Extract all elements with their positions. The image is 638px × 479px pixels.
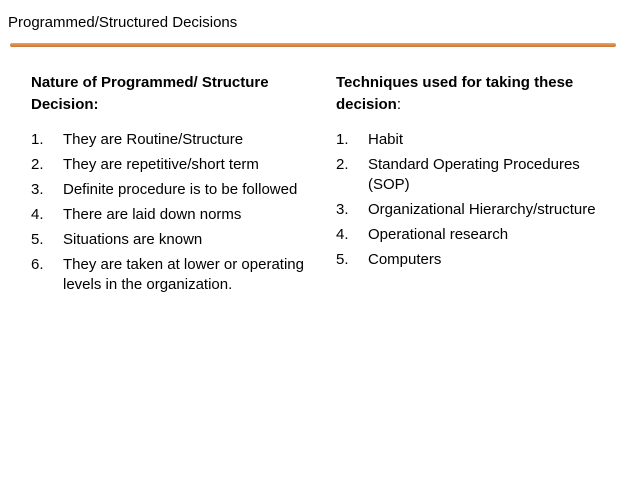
list-item-number: 3. [31,181,44,198]
list-item-text: They are Routine/Structure [63,131,244,148]
list-item-number: 1. [336,131,349,148]
list-item [31,205,311,225]
list-item [336,200,622,220]
list-item-text: Computers [368,251,442,268]
list-item [31,155,311,175]
list-item-number: 5. [31,231,44,248]
list-item-number: 3. [336,201,349,218]
list-item-text: There are laid down norms [63,206,242,223]
list-item [336,155,622,195]
right-column-heading-text: Techniques used for taking these decision [336,74,574,113]
list-item-text: Standard Operating Procedures (SOP) [368,156,580,193]
right-column-heading-colon: : [396,96,402,113]
list-item [31,255,311,295]
list-item-text: Definite procedure is to be followed [63,181,298,198]
list-item-text: Habit [368,131,404,148]
right-list [336,130,622,270]
list-item [336,225,622,245]
slide-title: Programmed/Structured Decisions [8,14,238,31]
list-item-number: 4. [31,206,44,223]
title-divider [10,43,616,47]
list-item-text: Operational research [368,226,509,243]
list-item [31,180,311,200]
list-item [336,130,622,150]
list-item-text: They are repetitive/short term [63,156,259,173]
left-column-heading: Nature of Programmed/ Structure Decision: [31,74,269,113]
left-column [31,72,311,300]
right-column [336,72,622,275]
list-item [336,250,622,270]
list-item-number: 2. [31,156,44,173]
list-item [31,230,311,250]
list-item-text: Situations are known [63,231,203,248]
right-column-heading [336,72,622,116]
left-list [31,130,311,295]
list-item-number: 4. [336,226,349,243]
list-item-number: 6. [31,256,44,273]
list-item-number: 2. [336,156,349,173]
list-item-text: They are taken at lower or operating levels in the organization. [63,256,304,293]
list-item [31,130,311,150]
list-item-number: 5. [336,251,349,268]
list-item-number: 1. [31,131,44,148]
list-item-text: Organizational Hierarchy/structure [368,201,596,218]
